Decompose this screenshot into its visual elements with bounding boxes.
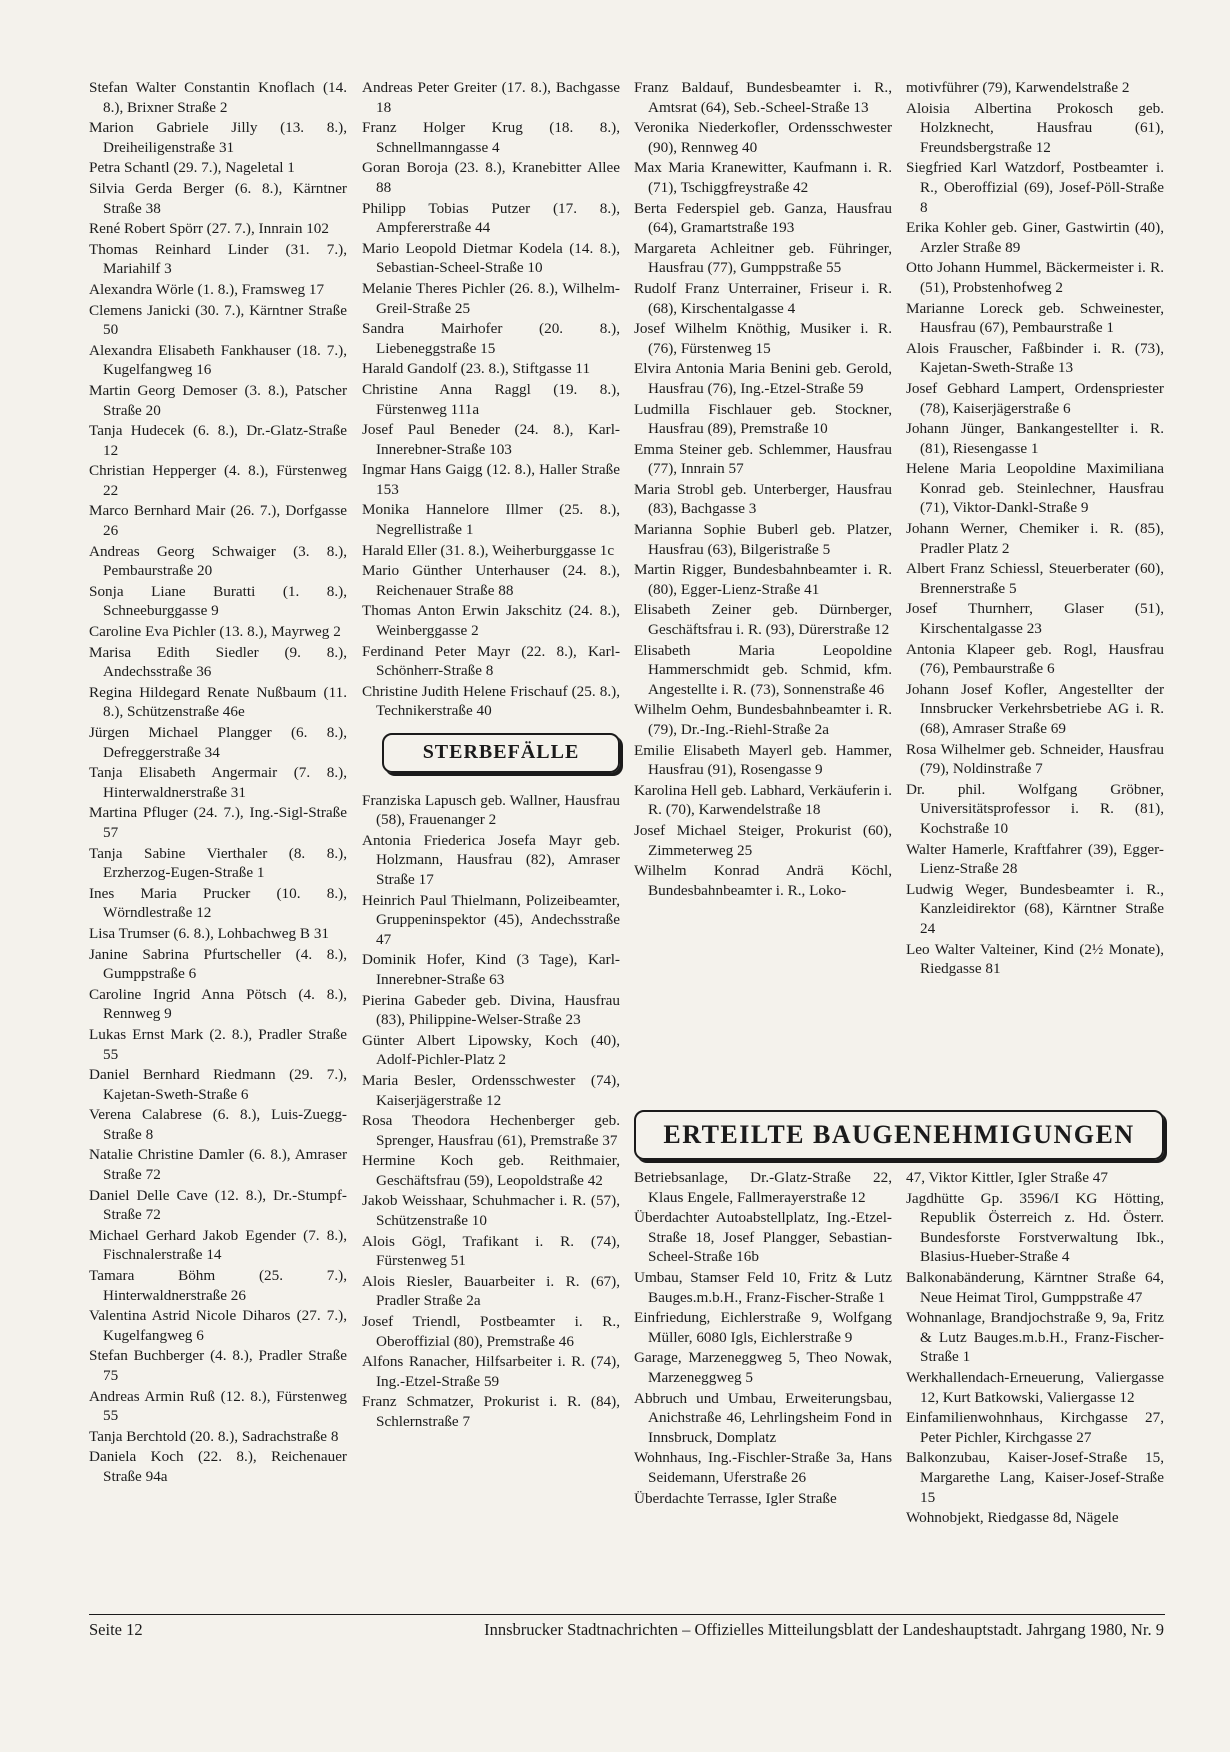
list-item: Antonia Klapeer geb. Rogl, Hausfrau (76), Pembaurstraße 6 [906,640,1164,678]
list-item: Rudolf Franz Unterrainer, Friseur i. R. (68), Kirschentalgasse 4 [634,279,892,317]
list-item: Hermine Koch geb. Reithmaier, Geschäftsfrau (59), Leopoldstraße 42 [362,1152,620,1189]
list-item: Balkonzubau, Kaiser-Josef-Straße 15, Margarethe Lang, Kaiser-Josef-Straße 15 [906,1449,1164,1506]
list-item: Lukas Ernst Mark (2. 8.), Pradler Straße 55 [89,1025,347,1063]
list-item: Ludwig Weger, Bundesbeamter i. R., Kanzleidirektor (68), Kärntner Straße 24 [906,880,1164,937]
list-item: Martina Pfluger (24. 7.), Ing.-Sigl-Straße 57 [89,804,347,841]
list-item: Einfriedung, Eichlerstraße 9, Wolfgang Müller, 6080 Igls, Eichlerstraße 9 [634,1309,892,1346]
list-item: Caroline Eva Pichler (13. 8.), Mayrweg 2 [89,623,341,641]
list-item: Thomas Anton Erwin Jakschitz (24. 8.), Weinberggasse 2 [362,602,620,640]
list-item: Franz Schmatzer, Prokurist i. R. (84), Schlernstraße 7 [362,1393,620,1430]
list-item: Ingmar Hans Gaigg (12. 8.), Haller Straße 153 [362,461,620,498]
list-item: Aloisia Albertina Prokosch geb. Holzknecht, Hausfrau (61), Freundsbergstraße 12 [906,99,1164,156]
list-item: Andreas Armin Ruß (12. 8.), Fürstenweg 55 [89,1387,347,1425]
list-item: Rosa Theodora Hechenberger geb. Sprenger, Hausfrau (61), Premstraße 37 [362,1112,620,1149]
list-item: Balkonabänderung, Kärntner Straße 64, Neue Heimat Tirol, Gumppstraße 47 [906,1268,1164,1306]
list-item: Melanie Theres Pichler (26. 8.), Wilhelm-Greil-Straße 25 [362,279,620,317]
list-item: Marianne Loreck geb. Schweinester, Hausfrau (67), Pembaurstraße 1 [906,299,1164,337]
list-item: Sandra Mairhofer (20. 8.), Liebeneggstraße 15 [362,320,620,357]
list-item: Josef Triendl, Postbeamter i. R., Oberoffizial (80), Premstraße 46 [362,1313,620,1350]
list-item: motivführer (79), Karwendelstraße 2 [906,79,1130,96]
building-permits-column-1 [634,1168,892,1509]
list-item: Verena Calabrese (6. 8.), Luis-Zuegg-Straße 8 [89,1106,347,1143]
list-item: Franziska Lapusch geb. Wallner, Hausfrau (58), Frauenanger 2 [362,791,620,829]
list-item: Stefan Walter Constantin Knoflach (14. 8.), Brixner Straße 2 [89,79,347,116]
list-item: Clemens Janicki (30. 7.), Kärntner Straße 50 [89,301,347,339]
list-item: Ferdinand Peter Mayr (22. 8.), Karl-Schönherr-Straße 8 [362,642,620,680]
list-item: Marco Bernhard Mair (26. 7.), Dorfgasse 26 [89,502,347,540]
list-item: 47, Viktor Kittler, Igler Straße 47 [906,1169,1108,1186]
list-item: Josef Paul Beneder (24. 8.), Karl-Innerebner-Straße 103 [362,421,620,458]
page-number: Seite 12 [89,1620,143,1639]
list-item: Margareta Achleitner geb. Führinger, Hausfrau (77), Gumppstraße 55 [634,239,892,277]
list-item: Philipp Tobias Putzer (17. 8.), Ampfererstraße 44 [362,199,620,237]
list-item: Heinrich Paul Thielmann, Polizeibeamter, Gruppeninspektor (45), Andechsstraße 47 [362,891,620,948]
list-item: Wohnanlage, Brandjochstraße 9, 9a, Fritz & Lutz Bauges.m.b.H., Franz-Fischer-Straße 1 [906,1309,1164,1366]
list-item: Ines Maria Prucker (10. 8.), Wörndlestraße 12 [89,884,347,922]
list-item: Valentina Astrid Nicole Diharos (27. 7.), Kugelfangweg 6 [89,1307,347,1344]
list-item: Marisa Edith Siedler (9. 8.), Andechsstraße 36 [89,643,347,681]
list-item: Albert Franz Schiessl, Steuerberater (60), Brennerstraße 5 [906,560,1164,597]
list-item: Emma Steiner geb. Schlemmer, Hausfrau (77), Innrain 57 [634,440,892,478]
list-item: Wilhelm Oehm, Bundesbahnbeamter i. R. (79), Dr.-Ing.-Riehl-Straße 2a [634,701,892,738]
list-item: Abbruch und Umbau, Erweiterungsbau, Anichstraße 46, Lehrlingsheim Fond in Innsbruck, Domplatz [634,1389,892,1446]
list-item: Siegfried Karl Watzdorf, Postbeamter i. R., Oberoffizial (69), Josef-Pöll-Straße 8 [906,159,1164,216]
list-item: Marianna Sophie Buberl geb. Platzer, Hausfrau (63), Bilgeristraße 5 [634,521,892,558]
list-item: Caroline Ingrid Anna Pötsch (4. 8.), Rennweg 9 [89,985,347,1023]
list-item: Johann Josef Kofler, Angestellter der Innsbrucker Verkehrsbetriebe AG i. R. (68), Amraser Straße 69 [906,680,1164,737]
list-item: Johann Jünger, Bankangestellter i. R. (81), Riesengasse 1 [906,420,1164,457]
list-item: Maria Besler, Ordensschwester (74), Kaiserjägerstraße 12 [362,1071,620,1109]
list-item: Überdachte Terrasse, Igler Straße [634,1489,837,1507]
list-item: Antonia Friederica Josefa Mayr geb. Holzmann, Hausfrau (82), Amraser Straße 17 [362,831,620,888]
list-item: Tanja Hudecek (6. 8.), Dr.-Glatz-Straße 12 [89,422,347,459]
list-item: Garage, Marzeneggweg 5, Theo Nowak, Marzeneggweg 5 [634,1349,892,1386]
list-item: Elisabeth Zeiner geb. Dürnberger, Geschäftsfrau i. R. (93), Dürerstraße 12 [634,601,892,639]
list-item: Werkhallendach-Erneuerung, Valiergasse 12, Kurt Batkowski, Valiergasse 12 [906,1368,1164,1406]
list-item: Tanja Elisabeth Angermair (7. 8.), Hinterwaldnerstraße 31 [89,764,347,801]
publication-title: Innsbrucker Stadtnachrichten – Offizielles Mitteilungsblatt der Landeshauptstadt. Jahrgang 1980, Nr. 9 [484,1620,1164,1639]
list-item: Christian Hepperger (4. 8.), Fürstenweg 22 [89,462,347,499]
list-item: Harald Eller (31. 8.), Weiherburggasse 1c [362,541,615,559]
list-item: Regina Hildegard Renate Nußbaum (11. 8.), Schützenstraße 46e [89,683,347,721]
deaths-column-3 [906,78,1164,980]
list-item: Josef Michael Steiger, Prokurist (60), Zimmeterweg 25 [634,821,892,859]
list-item: Christine Anna Raggl (19. 8.), Fürstenweg 111a [362,380,620,418]
list-item: Jakob Weisshaar, Schuhmacher i. R. (57), Schützenstraße 10 [362,1192,620,1230]
list-item: Sonja Liane Buratti (1. 8.), Schneeburggasse 9 [89,582,347,620]
list-item: Lisa Trumser (6. 8.), Lohbachweg B 31 [89,924,330,942]
list-item: Daniela Koch (22. 8.), Reichenauer Straße 94a [89,1448,347,1485]
list-item: Jürgen Michael Plangger (6. 8.), Defreggerstraße 34 [89,724,347,761]
list-item: Josef Wilhelm Knöthig, Musiker i. R. (76), Fürstenweg 15 [634,320,892,357]
list-item: Christine Judith Helene Frischauf (25. 8.), Technikerstraße 40 [362,682,620,720]
list-item: René Robert Spörr (27. 7.), Innrain 102 [89,220,329,238]
list-item: Elisabeth Maria Leopoldine Hammerschmidt geb. Schmid, kfm. Angestellte i. R. (73), Sonnenstraße 46 [634,641,892,698]
list-item: Jagdhütte Gp. 3596/I KG Hötting, Republik Österreich z. Hd. Österr. Bundesforste Forstverwaltung Ibk., Blasius-Hueber-Straße 4 [906,1189,1164,1266]
births-column-1 [89,78,347,1488]
list-item: Stefan Buchberger (4. 8.), Pradler Straße 75 [89,1347,347,1384]
list-item: Monika Hannelore Illmer (25. 8.), Negrellistraße 1 [362,501,620,539]
list-item: Wilhelm Konrad Andrä Köchl, Bundesbahnbeamter i. R., Loko- [634,862,892,899]
list-item: Franz Baldauf, Bundesbeamter i. R., Amtsrat (64), Seb.-Scheel-Straße 13 [634,79,892,116]
list-item: Daniel Delle Cave (12. 8.), Dr.-Stumpf-Straße 72 [89,1186,347,1224]
list-item: Michael Gerhard Jakob Egender (7. 8.), Fischnalerstraße 14 [89,1226,347,1264]
list-item: Wohnhaus, Ing.-Fischler-Straße 3a, Hans Seidemann, Uferstraße 26 [634,1449,892,1486]
list-item: Johann Werner, Chemiker i. R. (85), Pradler Platz 2 [906,520,1164,557]
list-item: Dr. phil. Wolfgang Gröbner, Universitätsprofessor i. R. (81), Kochstraße 10 [906,780,1164,837]
list-item: Natalie Christine Damler (6. 8.), Amraser Straße 72 [89,1146,347,1184]
building-permits-header: ERTEILTE BAUGENEHMIGUNGEN [634,1110,1164,1160]
deaths-header: STERBEFÄLLE [382,733,620,773]
list-item: Veronika Niederkofler, Ordensschwester (90), Rennweg 40 [634,119,892,156]
deaths-list-1 [362,791,620,1432]
list-item: Günter Albert Lipowsky, Koch (40), Adolf-Pichler-Platz 2 [362,1031,620,1069]
list-item: Mario Leopold Dietmar Kodela (14. 8.), Sebastian-Scheel-Straße 10 [362,239,620,277]
list-item: Thomas Reinhard Linder (31. 7.), Mariahilf 3 [89,240,347,278]
list-item: Alfons Ranacher, Hilfsarbeiter i. R. (74), Ing.-Etzel-Straße 59 [362,1353,620,1390]
list-item: Martin Georg Demoser (3. 8.), Patscher Straße 20 [89,381,347,419]
list-item: Leo Walter Valteiner, Kind (2½ Monate), Riedgasse 81 [906,940,1164,978]
list-item: Tanja Sabine Vierthaler (8. 8.), Erzherzog-Eugen-Straße 1 [89,844,347,882]
list-item: Janine Sabrina Pfurtscheller (4. 8.), Gumppstraße 6 [89,945,347,983]
list-item: Alexandra Wörle (1. 8.), Framsweg 17 [89,280,325,298]
list-item: Wohnobjekt, Riedgasse 8d, Nägele [906,1509,1119,1527]
list-item: Einfamilienwohnhaus, Kirchgasse 27, Peter Pichler, Kirchgasse 27 [906,1409,1164,1446]
list-item: Harald Gandolf (23. 8.), Stiftgasse 11 [362,360,591,378]
births-column-2 [362,78,620,1433]
list-item: Alexandra Elisabeth Fankhauser (18. 7.), Kugelfangweg 16 [89,341,347,379]
list-item: Rosa Wilhelmer geb. Schneider, Hausfrau (79), Noldinstraße 7 [906,740,1164,778]
list-item: Erika Kohler geb. Giner, Gastwirtin (40), Arzler Straße 89 [906,219,1164,256]
list-item: Petra Schantl (29. 7.), Nageletal 1 [89,159,295,177]
list-item: Pierina Gabeder geb. Divina, Hausfrau (83), Philippine-Welser-Straße 23 [362,991,620,1029]
list-item: Walter Hamerle, Kraftfahrer (39), Egger-Lienz-Straße 28 [906,840,1164,878]
list-item: Andreas Peter Greiter (17. 8.), Bachgasse 18 [362,79,620,116]
list-item: Goran Boroja (23. 8.), Kranebitter Allee 88 [362,159,620,196]
list-item: Andreas Georg Schwaiger (3. 8.), Pembaurstraße 20 [89,542,347,580]
list-item: Helene Maria Leopoldine Maximiliana Konrad geb. Steinlechner, Hausfrau (71), Viktor-Dankl-Straße 9 [906,460,1164,517]
footer-divider [89,1614,1165,1615]
list-item: Tamara Böhm (25. 7.), Hinterwaldnerstraße 26 [89,1267,347,1304]
list-item: Silvia Gerda Berger (6. 8.), Kärntner Straße 38 [89,179,347,217]
list-item: Karolina Hell geb. Labhard, Verkäuferin i. R. (70), Karwendelstraße 18 [634,781,892,819]
list-item: Berta Federspiel geb. Ganza, Hausfrau (64), Gramartstraße 193 [634,199,892,237]
list-item: Mario Günther Unterhauser (24. 8.), Reichenauer Straße 88 [362,562,620,599]
list-item: Max Maria Kranewitter, Kaufmann i. R. (71), Tschiggfreystraße 42 [634,159,892,196]
list-item: Josef Thurnherr, Glaser (51), Kirschentalgasse 23 [906,600,1164,638]
building-permits-column-2 [906,1168,1164,1529]
list-item: Maria Strobl geb. Unterberger, Hausfrau (83), Bachgasse 3 [634,480,892,518]
list-item: Josef Gebhard Lampert, Ordenspriester (78), Kaiserjägerstraße 6 [906,379,1164,417]
deaths-column-2 [634,78,892,901]
list-item: Umbau, Stamser Feld 10, Fritz & Lutz Bauges.m.b.H., Franz-Fischer-Straße 1 [634,1268,892,1306]
list-item: Martin Rigger, Bundesbahnbeamter i. R. (80), Egger-Lienz-Straße 41 [634,561,892,598]
list-item: Marion Gabriele Jilly (13. 8.), Dreiheiligenstraße 31 [89,119,347,156]
list-item: Franz Holger Krug (18. 8.), Schnellmanngasse 4 [362,119,620,156]
list-item: Tanja Berchtold (20. 8.), Sadrachstraße 8 [89,1427,339,1445]
list-item: Alois Riesler, Bauarbeiter i. R. (67), Pradler Straße 2a [362,1272,620,1310]
list-item: Überdachter Autoabstellplatz, Ing.-Etzel-Straße 18, Josef Plangger, Sebastian-Scheel-Straße 16b [634,1209,892,1266]
list-item: Daniel Bernhard Riedmann (29. 7.), Kajetan-Sweth-Straße 6 [89,1066,347,1103]
list-item: Otto Johann Hummel, Bäckermeister i. R. (51), Probstenhofweg 2 [906,259,1164,296]
list-item: Ludmilla Fischlauer geb. Stockner, Hausfrau (89), Premstraße 10 [634,400,892,438]
list-item: Emilie Elisabeth Mayerl geb. Hammer, Hausfrau (91), Rosengasse 9 [634,741,892,779]
list-item: Elvira Antonia Maria Benini geb. Gerold, Hausfrau (76), Ing.-Etzel-Straße 59 [634,360,892,397]
list-item: Dominik Hofer, Kind (3 Tage), Karl-Innerebner-Straße 63 [362,951,620,988]
list-item: Betriebsanlage, Dr.-Glatz-Straße 22, Klaus Engele, Fallmerayerstraße 12 [634,1169,892,1206]
list-item: Alois Frauscher, Faßbinder i. R. (73), Kajetan-Sweth-Straße 13 [906,339,1164,377]
list-item: Alois Gögl, Trafikant i. R. (74), Fürstenweg 51 [362,1232,620,1270]
births-list-2 [362,78,620,721]
